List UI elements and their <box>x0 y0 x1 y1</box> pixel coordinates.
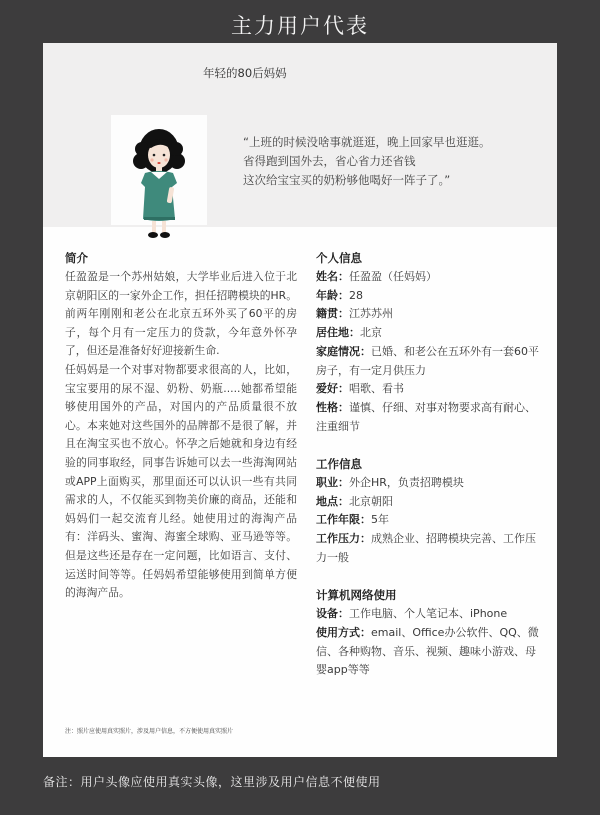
info-row-usage <box>316 624 546 680</box>
intro-paragraph: 任妈妈是一个对事对物都要求很高的人，比如，宝宝要用的尿不湿、奶粉、奶瓶.....她都希望能够使用国外的产品，对国内的产品质量很不放心。本来她对这些国外的品牌都不是很了解，并且在淘宝买也不放心。怀孕之后她就和身边有经验的同事取经，同事告诉她可以去一些海淘网站或APP上面购买，那里面还可以认识一些有共同需求的人，不仅能买到物美价廉的商品，还能和妈妈们一起交流育儿经。她使用过的海淘产品有：洋码头、蜜淘、海蜜全球购、亚马逊等等。但是这些还是存在一定问题，比如语言、支付、运送时间等等。任妈妈希望能够使用到简单方便的海淘产品。 <box>65 362 297 600</box>
info-key: 设备： <box>316 607 349 621</box>
work-info-section <box>316 455 546 568</box>
work-info-title: 工作信息 <box>316 457 362 472</box>
info-value: 北京 <box>360 326 382 340</box>
info-value: 5年 <box>371 513 389 527</box>
info-row-hometown <box>316 305 546 324</box>
info-row-residence <box>316 324 546 343</box>
persona-quote <box>243 133 553 190</box>
info-row-location <box>316 493 546 512</box>
quote-line: 这次给宝宝买的奶粉够他喝好一阵子了。” <box>243 173 451 187</box>
info-value: 28 <box>349 288 363 302</box>
info-value: email、Office办公软件、QQ、微信、各种购物、音乐、视频、趣味小游戏、母婴app等等 <box>316 625 539 677</box>
info-value: 江苏苏州 <box>349 307 393 321</box>
intro-paragraph: 任盈盈是一个苏州姑娘，大学毕业后进入位于北京朝阳区的一家外企工作，担任招聘模块的HR。前两年刚刚和老公在北京五环外买了60平的房子，每个月有一定压力的贷款，今年意外怀孕了，但还是准备好好迎接新生命. <box>65 270 297 358</box>
page-title: 主力用户代表 <box>231 14 369 38</box>
info-value: 北京朝阳 <box>349 494 393 508</box>
personal-info-title: 个人信息 <box>316 251 362 265</box>
info-column <box>316 249 546 680</box>
info-row-personality <box>316 399 546 436</box>
info-value: 已婚、和老公在五环外有一套60平房子，有一定月供压力 <box>316 344 539 377</box>
spacer <box>316 436 546 455</box>
info-key: 使用方式： <box>316 625 371 639</box>
computer-use-title: 计算机网络使用 <box>316 588 397 603</box>
photo-footnote: 注：照片应使用真实照片，涉及用户信息，不方便使用真实照片 <box>65 728 234 735</box>
pregnant-woman-avatar-icon <box>111 121 207 245</box>
intro-title: 简介 <box>65 251 88 265</box>
info-key: 职业： <box>316 476 349 490</box>
info-key: 地点： <box>316 494 349 508</box>
info-key: 家庭情况： <box>316 344 371 358</box>
info-key: 性格： <box>316 400 349 414</box>
spacer <box>316 568 546 587</box>
info-row-pressure <box>316 530 546 567</box>
info-row-hobbies <box>316 380 546 399</box>
info-value: 成熟企业、招聘模块完善、工作压力一般 <box>316 532 536 564</box>
info-key: 爱好： <box>316 382 349 396</box>
info-key: 姓名： <box>316 270 349 283</box>
computer-use-section <box>316 586 546 680</box>
info-row-age <box>316 287 546 306</box>
info-key: 籍贯： <box>316 307 349 321</box>
info-row-years <box>316 511 546 530</box>
info-value: 外企HR，负责招聘模块 <box>349 476 464 490</box>
quote-line: “上班的时候没啥事就逛逛，晚上回家早也逛逛。 <box>243 135 491 149</box>
info-key: 工作年限： <box>316 513 371 527</box>
info-row-job <box>316 474 546 493</box>
persona-card <box>43 43 557 757</box>
info-value: 唱歌、看书 <box>349 382 404 396</box>
info-value: 工作电脑、个人笔记本、iPhone <box>349 607 508 621</box>
bottom-note: 备注：用户头像应使用真实头像，这里涉及用户信息不便使用 <box>43 775 381 789</box>
persona-tag: 年轻的80后妈妈 <box>203 66 287 80</box>
info-row-family <box>316 343 546 380</box>
info-key: 工作压力： <box>316 532 371 546</box>
personal-info-section <box>316 249 546 436</box>
info-row-name <box>316 268 546 287</box>
quote-line: 省得跑到国外去，省心省力还省钱 <box>243 154 416 168</box>
intro-section <box>65 249 297 603</box>
info-key: 居住地： <box>316 326 360 340</box>
info-value: 任盈盈（任妈妈） <box>349 270 437 283</box>
info-value: 谨慎、仔细、对事对物要求高有耐心、注重细节 <box>316 400 536 433</box>
info-key: 年龄： <box>316 288 349 302</box>
info-row-devices <box>316 605 546 624</box>
